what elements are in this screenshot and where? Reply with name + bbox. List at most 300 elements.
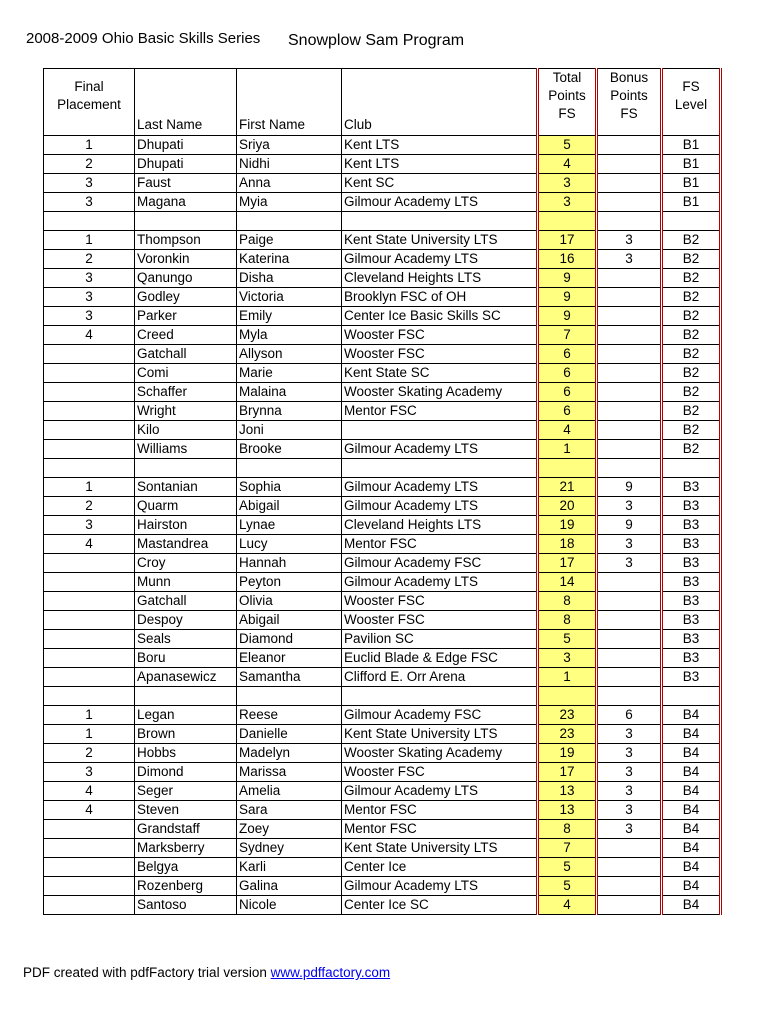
last-name-cell: Sontanian — [135, 478, 237, 497]
fs-level-cell: B1 — [662, 155, 721, 174]
total-points-cell: 8 — [538, 820, 597, 839]
total-points-cell: 5 — [538, 877, 597, 896]
table-row — [44, 858, 721, 877]
total-points-cell: 1 — [538, 668, 597, 687]
last-name-cell: Qanungo — [135, 269, 237, 288]
fs-level-cell: B3 — [662, 649, 721, 668]
bonus-points-cell — [597, 839, 662, 858]
fs-level-cell: B1 — [662, 174, 721, 193]
first-name-cell: Nicole — [237, 896, 342, 915]
table-row — [44, 402, 721, 421]
first-name-cell: Marissa — [237, 763, 342, 782]
club-cell: Gilmour Academy LTS — [342, 782, 538, 801]
first-name-cell: Peyton — [237, 573, 342, 592]
total-points-cell: 9 — [538, 307, 597, 326]
pdf-footer — [23, 965, 390, 980]
last-name-cell: Dhupati — [135, 155, 237, 174]
total-points-cell: 20 — [538, 497, 597, 516]
last-name-cell: Hobbs — [135, 744, 237, 763]
table-row — [44, 611, 721, 630]
table-row — [44, 782, 721, 801]
table-row — [44, 307, 721, 326]
placement-cell — [44, 364, 135, 383]
last-name-cell: Kilo — [135, 421, 237, 440]
club-cell: Center Ice SC — [342, 896, 538, 915]
table-row — [44, 421, 721, 440]
last-name-cell: Thompson — [135, 231, 237, 250]
placement-cell — [44, 649, 135, 668]
first-name-cell: Emily — [237, 307, 342, 326]
first-name-cell: Victoria — [237, 288, 342, 307]
bonus-points-cell — [597, 136, 662, 155]
total-points-cell: 16 — [538, 250, 597, 269]
club-cell: Wooster FSC — [342, 345, 538, 364]
bonus-points-cell: 6 — [597, 706, 662, 725]
last-name-cell: Dhupati — [135, 136, 237, 155]
club-cell: Mentor FSC — [342, 820, 538, 839]
first-name-cell: Allyson — [237, 345, 342, 364]
fs-level-cell: B2 — [662, 364, 721, 383]
placement-cell — [44, 554, 135, 573]
first-name-cell: Samantha — [237, 668, 342, 687]
last-name-cell: Williams — [135, 440, 237, 459]
club-cell: Mentor FSC — [342, 402, 538, 421]
footer-text: PDF created with pdfFactory trial version — [23, 965, 271, 980]
placement-cell — [44, 440, 135, 459]
results-body — [44, 136, 721, 915]
last-name-cell: Santoso — [135, 896, 237, 915]
fs-level-cell: B4 — [662, 839, 721, 858]
bonus-points-cell: 3 — [597, 801, 662, 820]
table-header-row — [44, 69, 721, 136]
fs-level-cell: B3 — [662, 630, 721, 649]
table-row — [44, 668, 721, 687]
club-cell: Mentor FSC — [342, 801, 538, 820]
placement-cell — [44, 402, 135, 421]
spacer-cell — [135, 212, 237, 231]
placement-cell — [44, 858, 135, 877]
club-cell: Kent State SC — [342, 364, 538, 383]
total-points-cell: 1 — [538, 440, 597, 459]
first-name-cell: Olivia — [237, 592, 342, 611]
bonus-points-cell — [597, 573, 662, 592]
placement-cell: 1 — [44, 725, 135, 744]
table-row — [44, 706, 721, 725]
club-cell: Kent State University LTS — [342, 839, 538, 858]
first-name-cell: Brooke — [237, 440, 342, 459]
bonus-points-cell: 3 — [597, 744, 662, 763]
first-name-cell: Malaina — [237, 383, 342, 402]
last-name-cell: Seals — [135, 630, 237, 649]
first-name-cell: Madelyn — [237, 744, 342, 763]
placement-cell: 1 — [44, 478, 135, 497]
total-points-cell: 14 — [538, 573, 597, 592]
last-name-cell: Dimond — [135, 763, 237, 782]
bonus-points-cell: 3 — [597, 820, 662, 839]
last-name-cell: Despoy — [135, 611, 237, 630]
pdffactory-link[interactable]: www.pdffactory.com — [270, 965, 391, 980]
table-row — [44, 801, 721, 820]
results-table — [43, 68, 722, 915]
club-cell: Gilmour Academy FSC — [342, 554, 538, 573]
placement-cell: 2 — [44, 250, 135, 269]
placement-cell: 4 — [44, 782, 135, 801]
spacer-cell — [44, 459, 135, 478]
bonus-points-cell: 9 — [597, 516, 662, 535]
last-name-cell: Gatchall — [135, 345, 237, 364]
table-row — [44, 345, 721, 364]
header-final-placement: Final Placement — [44, 69, 135, 136]
last-name-cell: Boru — [135, 649, 237, 668]
fs-level-cell: B3 — [662, 478, 721, 497]
total-points-cell: 5 — [538, 630, 597, 649]
bonus-points-cell — [597, 668, 662, 687]
total-points-cell: 6 — [538, 345, 597, 364]
bonus-points-cell: 9 — [597, 478, 662, 497]
bonus-points-cell — [597, 269, 662, 288]
last-name-cell: Quarm — [135, 497, 237, 516]
spacer-cell — [597, 459, 662, 478]
last-name-cell: Voronkin — [135, 250, 237, 269]
bonus-points-cell — [597, 364, 662, 383]
spacer-cell — [538, 687, 597, 706]
table-row — [44, 193, 721, 212]
fs-level-cell: B2 — [662, 345, 721, 364]
fs-level-cell: B2 — [662, 383, 721, 402]
last-name-cell: Mastandrea — [135, 535, 237, 554]
table-row — [44, 573, 721, 592]
fs-level-cell: B2 — [662, 440, 721, 459]
first-name-cell: Katerina — [237, 250, 342, 269]
total-points-cell: 3 — [538, 193, 597, 212]
total-points-cell: 7 — [538, 326, 597, 345]
spacer-cell — [237, 459, 342, 478]
table-row — [44, 364, 721, 383]
bonus-points-cell — [597, 174, 662, 193]
spacer-cell — [237, 212, 342, 231]
last-name-cell: Apanasewicz — [135, 668, 237, 687]
last-name-cell: Creed — [135, 326, 237, 345]
table-row — [44, 592, 721, 611]
club-cell: Mentor FSC — [342, 535, 538, 554]
fs-level-cell: B2 — [662, 231, 721, 250]
club-cell: Wooster FSC — [342, 763, 538, 782]
table-row — [44, 231, 721, 250]
total-points-cell: 19 — [538, 744, 597, 763]
total-points-cell: 17 — [538, 231, 597, 250]
first-name-cell: Abigail — [237, 497, 342, 516]
first-name-cell: Reese — [237, 706, 342, 725]
bonus-points-cell — [597, 155, 662, 174]
spacer-row — [44, 212, 721, 231]
fs-level-cell: B2 — [662, 421, 721, 440]
last-name-cell: Gatchall — [135, 592, 237, 611]
spacer-cell — [237, 687, 342, 706]
bonus-points-cell — [597, 649, 662, 668]
total-points-cell: 9 — [538, 269, 597, 288]
fs-level-cell: B3 — [662, 573, 721, 592]
first-name-cell: Hannah — [237, 554, 342, 573]
fs-level-cell: B4 — [662, 763, 721, 782]
table-row — [44, 877, 721, 896]
first-name-cell: Galina — [237, 877, 342, 896]
first-name-cell: Sydney — [237, 839, 342, 858]
bonus-points-cell: 3 — [597, 535, 662, 554]
fs-level-cell: B4 — [662, 782, 721, 801]
spacer-cell — [597, 687, 662, 706]
table-row — [44, 288, 721, 307]
bonus-points-cell — [597, 402, 662, 421]
club-cell: Gilmour Academy LTS — [342, 877, 538, 896]
total-points-cell: 9 — [538, 288, 597, 307]
fs-level-cell: B3 — [662, 497, 721, 516]
placement-cell — [44, 345, 135, 364]
placement-cell: 3 — [44, 288, 135, 307]
series-title: 2008-2009 Ohio Basic Skills Series — [26, 30, 261, 47]
club-cell: Center Ice — [342, 858, 538, 877]
total-points-cell: 17 — [538, 763, 597, 782]
table-row — [44, 763, 721, 782]
fs-level-cell: B3 — [662, 592, 721, 611]
first-name-cell: Lynae — [237, 516, 342, 535]
last-name-cell: Croy — [135, 554, 237, 573]
spacer-cell — [135, 687, 237, 706]
fs-level-cell: B2 — [662, 307, 721, 326]
club-cell: Gilmour Academy LTS — [342, 440, 538, 459]
fs-level-cell: B3 — [662, 535, 721, 554]
placement-cell: 4 — [44, 801, 135, 820]
fs-level-cell: B3 — [662, 554, 721, 573]
fs-level-cell: B4 — [662, 706, 721, 725]
first-name-cell: Amelia — [237, 782, 342, 801]
last-name-cell: Munn — [135, 573, 237, 592]
last-name-cell: Marksberry — [135, 839, 237, 858]
total-points-cell: 17 — [538, 554, 597, 573]
last-name-cell: Parker — [135, 307, 237, 326]
table-row — [44, 250, 721, 269]
placement-cell — [44, 896, 135, 915]
placement-cell: 3 — [44, 307, 135, 326]
club-cell: Euclid Blade & Edge FSC — [342, 649, 538, 668]
last-name-cell: Rozenberg — [135, 877, 237, 896]
total-points-cell: 21 — [538, 478, 597, 497]
placement-cell — [44, 839, 135, 858]
bonus-points-cell: 3 — [597, 725, 662, 744]
total-points-cell: 7 — [538, 839, 597, 858]
club-cell: Kent LTS — [342, 155, 538, 174]
bonus-points-cell: 3 — [597, 231, 662, 250]
total-points-cell: 5 — [538, 136, 597, 155]
document-heading — [26, 30, 465, 49]
last-name-cell: Comi — [135, 364, 237, 383]
table-row — [44, 554, 721, 573]
placement-cell — [44, 592, 135, 611]
spacer-cell — [538, 212, 597, 231]
last-name-cell: Belgya — [135, 858, 237, 877]
last-name-cell: Brown — [135, 725, 237, 744]
placement-cell — [44, 877, 135, 896]
first-name-cell: Karli — [237, 858, 342, 877]
placement-cell: 1 — [44, 136, 135, 155]
last-name-cell: Wright — [135, 402, 237, 421]
bonus-points-cell — [597, 858, 662, 877]
club-cell — [342, 421, 538, 440]
spacer-cell — [44, 212, 135, 231]
bonus-points-cell — [597, 326, 662, 345]
bonus-points-cell — [597, 896, 662, 915]
club-cell: Kent State University LTS — [342, 231, 538, 250]
first-name-cell: Sophia — [237, 478, 342, 497]
club-cell: Gilmour Academy LTS — [342, 250, 538, 269]
spacer-cell — [342, 212, 538, 231]
fs-level-cell: B4 — [662, 820, 721, 839]
bonus-points-cell — [597, 307, 662, 326]
placement-cell — [44, 421, 135, 440]
fs-level-cell: B1 — [662, 136, 721, 155]
table-row — [44, 478, 721, 497]
total-points-cell: 4 — [538, 896, 597, 915]
total-points-cell: 6 — [538, 364, 597, 383]
bonus-points-cell — [597, 592, 662, 611]
first-name-cell: Lucy — [237, 535, 342, 554]
spacer-cell — [597, 212, 662, 231]
header-fs-level: FS Level — [662, 69, 721, 136]
club-cell: Gilmour Academy FSC — [342, 706, 538, 725]
last-name-cell: Seger — [135, 782, 237, 801]
first-name-cell: Marie — [237, 364, 342, 383]
club-cell: Wooster FSC — [342, 611, 538, 630]
club-cell: Wooster Skating Academy — [342, 744, 538, 763]
club-cell: Center Ice Basic Skills SC — [342, 307, 538, 326]
spacer-row — [44, 687, 721, 706]
spacer-cell — [538, 459, 597, 478]
table-row — [44, 136, 721, 155]
placement-cell — [44, 668, 135, 687]
club-cell: Pavilion SC — [342, 630, 538, 649]
last-name-cell: Steven — [135, 801, 237, 820]
fs-level-cell: B4 — [662, 858, 721, 877]
first-name-cell: Sriya — [237, 136, 342, 155]
last-name-cell: Godley — [135, 288, 237, 307]
placement-cell: 4 — [44, 326, 135, 345]
placement-cell — [44, 630, 135, 649]
bonus-points-cell — [597, 630, 662, 649]
table-row — [44, 383, 721, 402]
fs-level-cell: B2 — [662, 402, 721, 421]
first-name-cell: Abigail — [237, 611, 342, 630]
table-row — [44, 630, 721, 649]
total-points-cell: 18 — [538, 535, 597, 554]
fs-level-cell: B3 — [662, 516, 721, 535]
table-row — [44, 649, 721, 668]
club-cell: Gilmour Academy LTS — [342, 193, 538, 212]
placement-cell: 2 — [44, 155, 135, 174]
club-cell: Gilmour Academy LTS — [342, 478, 538, 497]
header-bonus-points: Bonus Points FS — [597, 69, 662, 136]
spacer-cell — [662, 687, 721, 706]
table-row — [44, 896, 721, 915]
bonus-points-cell: 3 — [597, 782, 662, 801]
fs-level-cell: B4 — [662, 725, 721, 744]
table-row — [44, 155, 721, 174]
total-points-cell: 13 — [538, 782, 597, 801]
table-row — [44, 535, 721, 554]
table-row — [44, 516, 721, 535]
total-points-cell: 5 — [538, 858, 597, 877]
total-points-cell: 3 — [538, 174, 597, 193]
total-points-cell: 19 — [538, 516, 597, 535]
bonus-points-cell — [597, 421, 662, 440]
spacer-cell — [342, 459, 538, 478]
club-cell: Clifford E. Orr Arena — [342, 668, 538, 687]
placement-cell: 3 — [44, 193, 135, 212]
spacer-cell — [135, 459, 237, 478]
first-name-cell: Nidhi — [237, 155, 342, 174]
spacer-row — [44, 459, 721, 478]
placement-cell — [44, 820, 135, 839]
last-name-cell: Magana — [135, 193, 237, 212]
last-name-cell: Grandstaff — [135, 820, 237, 839]
table-row — [44, 440, 721, 459]
club-cell: Brooklyn FSC of OH — [342, 288, 538, 307]
first-name-cell: Joni — [237, 421, 342, 440]
fs-level-cell: B4 — [662, 744, 721, 763]
placement-cell: 4 — [44, 535, 135, 554]
first-name-cell: Diamond — [237, 630, 342, 649]
table-row — [44, 744, 721, 763]
placement-cell: 1 — [44, 706, 135, 725]
placement-cell — [44, 383, 135, 402]
total-points-cell: 6 — [538, 402, 597, 421]
total-points-cell: 8 — [538, 592, 597, 611]
club-cell: Kent SC — [342, 174, 538, 193]
table-row — [44, 174, 721, 193]
last-name-cell: Faust — [135, 174, 237, 193]
club-cell: Kent LTS — [342, 136, 538, 155]
total-points-cell: 23 — [538, 725, 597, 744]
fs-level-cell: B2 — [662, 288, 721, 307]
placement-cell: 3 — [44, 516, 135, 535]
placement-cell — [44, 611, 135, 630]
placement-cell: 3 — [44, 763, 135, 782]
fs-level-cell: B4 — [662, 801, 721, 820]
total-points-cell: 13 — [538, 801, 597, 820]
fs-level-cell: B2 — [662, 250, 721, 269]
table-row — [44, 820, 721, 839]
table-row — [44, 839, 721, 858]
first-name-cell: Disha — [237, 269, 342, 288]
program-title: Snowplow Sam Program — [288, 32, 465, 49]
header-total-points: Total Points FS — [538, 69, 597, 136]
first-name-cell: Brynna — [237, 402, 342, 421]
placement-cell — [44, 573, 135, 592]
bonus-points-cell — [597, 288, 662, 307]
total-points-cell: 6 — [538, 383, 597, 402]
bonus-points-cell — [597, 345, 662, 364]
club-cell: Wooster FSC — [342, 326, 538, 345]
first-name-cell: Zoey — [237, 820, 342, 839]
first-name-cell: Eleanor — [237, 649, 342, 668]
fs-level-cell: B2 — [662, 326, 721, 345]
table-row — [44, 269, 721, 288]
fs-level-cell: B3 — [662, 668, 721, 687]
header-first-name: First Name — [237, 69, 342, 136]
placement-cell: 1 — [44, 231, 135, 250]
first-name-cell: Sara — [237, 801, 342, 820]
club-cell: Kent State University LTS — [342, 725, 538, 744]
table-row — [44, 497, 721, 516]
table-row — [44, 326, 721, 345]
